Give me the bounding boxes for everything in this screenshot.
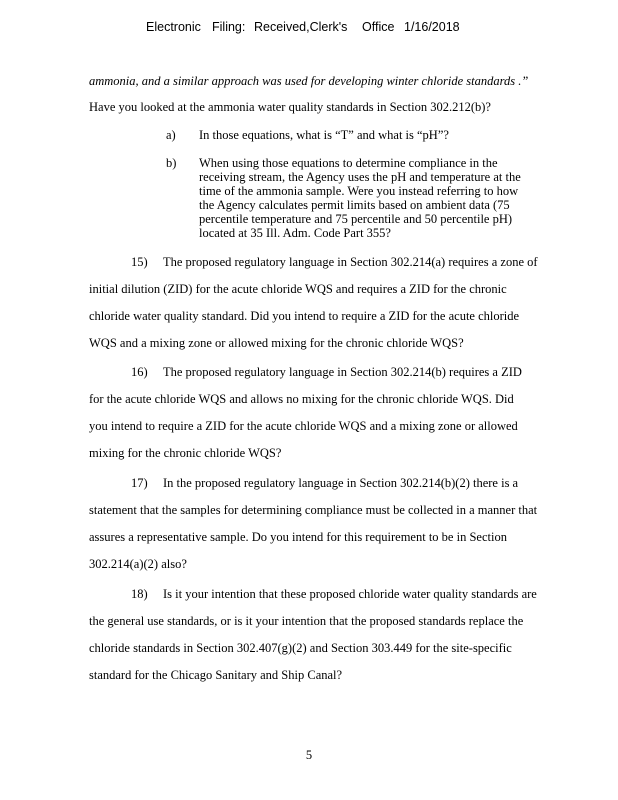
sub-b-line: time of the ammonia sample. Were you instead referring to how <box>199 184 519 198</box>
q18-line: standard for the Chicago Sanitary and Ship Canal? <box>89 668 343 682</box>
q17-line: In the proposed regulatory language in Section 302.214(b)(2) there is a <box>163 476 519 490</box>
q16-line: for the acute chloride WQS and allows no mixing for the chronic chloride WQS. Did <box>89 392 514 406</box>
sub-b-line: When using those equations to determine compliance in the <box>199 156 498 170</box>
q17-line: statement that the samples for determining compliance must be collected in a manner that <box>89 503 538 517</box>
q16-number: 16) <box>131 365 148 379</box>
sub-a-line: In those equations, what is “T” and what is “pH”? <box>199 128 449 142</box>
page-number: 5 <box>305 748 313 762</box>
q18-line: chloride standards in Section 302.407(g)(2) and Section 303.449 for the site-specific <box>89 641 512 655</box>
q15-line: initial dilution (ZID) for the acute chloride WQS and requires a ZID for the chronic <box>89 282 507 296</box>
intro-italic-line: ammonia, and a similar approach was used for developing winter chloride standards .” <box>89 74 529 88</box>
q16-line: The proposed regulatory language in Section 302.214(b) requires a ZID <box>163 365 522 379</box>
q17-line: assures a representative sample. Do you intend for this requirement to be in Section <box>89 530 507 544</box>
filing-header <box>0 20 618 104</box>
sub-b-text <box>199 156 521 240</box>
sub-b-line: the Agency calculates permit limits based on ambient data (75 <box>199 198 510 212</box>
q15-number: 15) <box>131 255 148 269</box>
q15-line: chloride water quality standard. Did you intend to require a ZID for the acute chloride <box>89 309 520 323</box>
sub-b-label: b) <box>166 156 177 170</box>
q17-line: 302.214(a)(2) also? <box>89 557 187 571</box>
q18-number: 18) <box>131 587 148 601</box>
q18-line: Is it your intention that these proposed chloride water quality standards are <box>163 587 537 601</box>
q16-line: mixing for the chronic chloride WQS? <box>89 446 282 460</box>
header-office: Office <box>362 20 395 34</box>
q18-line: the general use standards, or is it your intention that the proposed standards replace the <box>89 614 524 628</box>
sub-a-label: a) <box>166 128 176 142</box>
header-filing: Filing: <box>212 20 246 34</box>
intro-question: Have you looked at the ammonia water quality standards in Section 302.212(b)? <box>89 100 491 114</box>
q16-line: you intend to require a ZID for the acute chloride WQS and a mixing zone or allowed <box>89 419 518 433</box>
q15-line: The proposed regulatory language in Section 302.214(a) requires a zone of <box>163 255 538 269</box>
sub-b-line: percentile temperature and 75 percentile and 50 percentile pH) <box>199 212 513 226</box>
header-date: 1/16/2018 <box>404 20 460 34</box>
sub-a-text <box>199 128 449 142</box>
q15-line: WQS and a mixing zone or allowed mixing for the chronic chloride WQS? <box>89 336 464 350</box>
sub-b-line: located at 35 Ill. Adm. Code Part 355? <box>199 226 391 240</box>
sub-b-line: receiving stream, the Agency uses the pH and temperature at the <box>199 170 521 184</box>
header-received: Received,Clerk's <box>254 20 348 34</box>
q17-number: 17) <box>131 476 148 490</box>
header-electronic: Electronic <box>146 20 201 34</box>
